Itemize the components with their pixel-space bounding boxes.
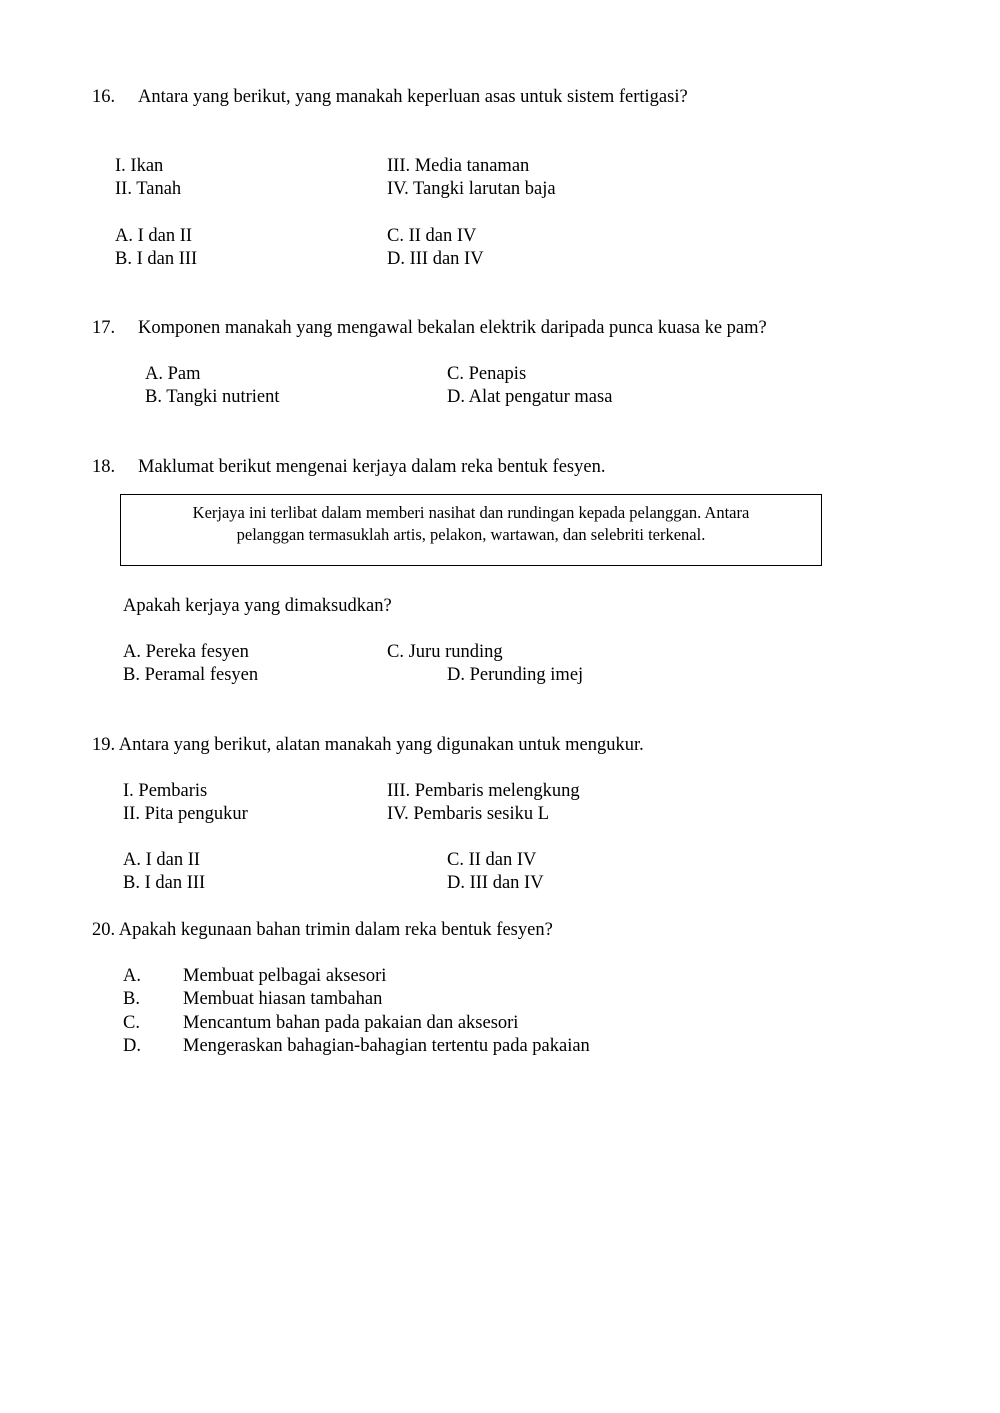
question-18-number: 18.	[92, 457, 116, 477]
question-18-option-c[interactable]: C. Juru runding	[387, 642, 503, 662]
question-16-text: Antara yang berikut, yang manakah keperluan asas untuk sistem fertigasi?	[138, 87, 688, 107]
question-17-number: 17.	[92, 318, 116, 338]
question-19-item-4: IV. Pembaris sesiku L	[387, 804, 550, 824]
question-20-text: 20. Apakah kegunaan bahan trimin dalam reka bentuk fesyen?	[92, 920, 553, 940]
question-18-option-b[interactable]: B. Peramal fesyen	[123, 665, 259, 685]
question-16-option-a[interactable]: A. I dan II	[115, 226, 193, 246]
question-20-option-a-letter[interactable]: A.	[123, 966, 141, 986]
question-17-option-d[interactable]: D. Alat pengatur masa	[447, 387, 613, 407]
question-18-info-box	[120, 494, 822, 566]
question-18-text: Maklumat berikut mengenai kerjaya dalam reka bentuk fesyen.	[138, 457, 606, 477]
question-16-option-d[interactable]: D. III dan IV	[387, 249, 484, 269]
question-19-option-a[interactable]: A. I dan II	[123, 850, 201, 870]
question-20-option-c-letter[interactable]: C.	[123, 1013, 140, 1033]
question-16-option-b[interactable]: B. I dan III	[115, 249, 198, 269]
info-box-line-1: Kerjaya ini terlibat dalam memberi nasihat dan rundingan kepada pelanggan. Antara	[192, 503, 750, 522]
question-16-option-c[interactable]: C. II dan IV	[387, 226, 477, 246]
question-16-item-3: III. Media tanaman	[387, 156, 530, 176]
question-20-option-b-text[interactable]: Membuat hiasan tambahan	[183, 989, 383, 1009]
question-19-text: 19. Antara yang berikut, alatan manakah yang digunakan untuk mengukur.	[92, 735, 644, 755]
question-16-item-4: IV. Tangki larutan baja	[387, 179, 556, 199]
question-20-option-d-letter[interactable]: D.	[123, 1036, 141, 1056]
question-18-option-a[interactable]: A. Pereka fesyen	[123, 642, 249, 662]
question-19-item-1: I. Pembaris	[123, 781, 208, 801]
question-20-option-c-text[interactable]: Mencantum bahan pada pakaian dan aksesori	[183, 1013, 519, 1033]
question-19-item-2: II. Pita pengukur	[123, 804, 248, 824]
question-19-option-d[interactable]: D. III dan IV	[447, 873, 544, 893]
question-16-item-2: II. Tanah	[115, 179, 182, 199]
question-20-option-b-letter[interactable]: B.	[123, 989, 140, 1009]
question-19-option-c[interactable]: C. II dan IV	[447, 850, 537, 870]
question-18-option-d[interactable]: D. Perunding imej	[447, 665, 584, 685]
question-17-option-a[interactable]: A. Pam	[145, 364, 201, 384]
question-17-option-c[interactable]: C. Penapis	[447, 364, 527, 384]
question-16-number: 16.	[92, 87, 116, 107]
question-17-option-b[interactable]: B. Tangki nutrient	[145, 387, 280, 407]
question-19-item-3: III. Pembaris melengkung	[387, 781, 580, 801]
question-16-item-1: I. Ikan	[115, 156, 164, 176]
info-box-text	[121, 502, 821, 545]
question-20-option-d-text[interactable]: Mengeraskan bahagian-bahagian tertentu pada pakaian	[183, 1036, 590, 1056]
question-17-text: Komponen manakah yang mengawal bekalan elektrik daripada punca kuasa ke pam?	[138, 318, 767, 338]
question-20-option-a-text[interactable]: Membuat pelbagai aksesori	[183, 966, 387, 986]
question-19-option-b[interactable]: B. I dan III	[123, 873, 206, 893]
question-18-prompt: Apakah kerjaya yang dimaksudkan?	[123, 596, 392, 616]
info-box-line-2: pelanggan termasuklah artis, pelakon, wartawan, dan selebriti terkenal.	[236, 524, 706, 544]
